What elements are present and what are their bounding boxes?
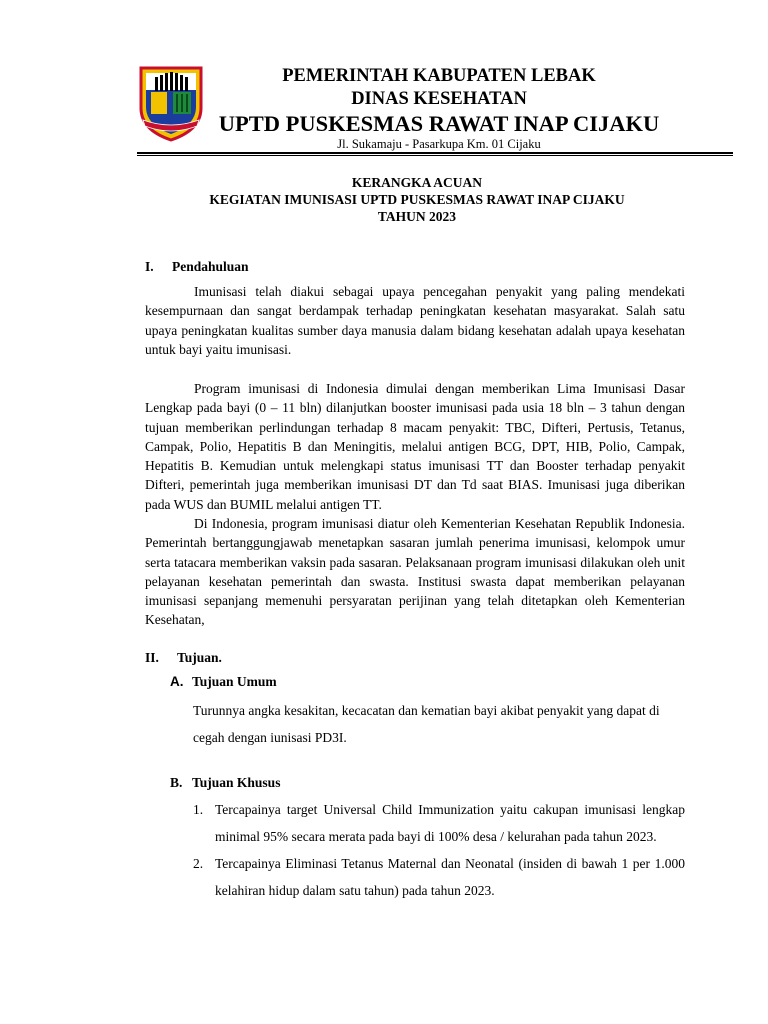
letterhead-rule-thin (137, 155, 733, 156)
list-item (193, 796, 685, 850)
document-title: KERANGKA ACUAN (351, 175, 483, 190)
document-subtitle: KEGIATAN IMUNISASI UPTD PUSKESMAS RAWAT INAP CIJAKU (209, 192, 625, 207)
list-item-number: 2. (193, 856, 204, 871)
list-item-number: 1. (193, 802, 204, 817)
subsection-a-letter: A. (170, 674, 184, 689)
intro-paragraph-2: Program imunisasi di Indonesia dimulai dengan memberikan Lima Imunisasi Dasar Lengkap pada bayi (0 – 11 bln) dilanjutkan booster imunisasi pada usia 18 bln – 3 tahun dengan tujuan memberikan perlindungan terhadap 8 macam penyakit: TBC, Difteri, Pertusis, Tetanus, Campak, Polio, Hepatitis B dan Meningitis, melalui antigen BCG, DPT, HIB, Polio, Campak, Hepatitis B. Kemudian untuk melengkapi status imunisasi TT dan Booster terhadap penyakit Difteri, pemerintah juga memberikan imunisasi DT dan Td saat BIAS. Imunisasi juga diberikan pada WUS dan BUMIL melalui antigen TT. (145, 381, 685, 512)
letterhead-rule-thick (137, 152, 733, 154)
section-1-number: I. (145, 259, 154, 274)
list-item-text: Tercapainya Eliminasi Tetanus Maternal dan Neonatal (insiden di bawah 1 per 1.000 kelahiran hidup dalam satu tahun) pada tahun 2023. (215, 856, 685, 898)
letterhead-institution: UPTD PUSKESMAS RAWAT INAP CIJAKU (218, 111, 660, 136)
document-year: TAHUN 2023 (377, 209, 457, 224)
subsection-b-heading: Tujuan Khusus (192, 775, 281, 790)
subsection-a (170, 674, 277, 690)
section-2-heading: Tujuan. (177, 650, 222, 665)
section-2-number: II. (145, 650, 159, 665)
section-1-heading: Pendahuluan (172, 259, 249, 274)
intro-paragraph-1: Imunisasi telah diakui sebagai upaya pencegahan penyakit yang paling mendekati kesempurnaan dan sangat berdampak terhadap peningkatan kesehatan masyarakat. Salah satu upaya peningkatan kualitas sumber daya manusia dalam bidang kesehatan adalah upaya kesehatan untuk bayi yaitu imunisasi. (145, 284, 685, 357)
letterhead-address: Jl. Sukamaju - Pasarkupa Km. 01 Cijaku (337, 137, 541, 151)
letterhead (0, 0, 768, 160)
subsection-b-letter: B. (170, 775, 183, 790)
list-item (193, 850, 685, 904)
intro-paragraph-3: Di Indonesia, program imunisasi diatur oleh Kementerian Kesehatan Republik Indonesia. Pemerintah bertanggungjawab menetapkan sasaran jumlah penerima imunisasi, kelompok umur serta tatacara memberikan vaksin pada sasaran. Pelaksanaan program imunisasi dilakukan oleh unit pelayanan kesehatan pemerintah dan swasta. Institusi swasta dapat memberikan pelayanan imunisasi sepanjang memenuhi persyaratan perijinan yang telah ditetapkan oleh Kementerian Kesehatan, (145, 516, 685, 628)
specific-objectives-list (193, 796, 685, 904)
subsection-b (170, 775, 280, 791)
subsection-a-heading: Tujuan Umum (192, 674, 277, 689)
letterhead-department: DINAS KESEHATAN (351, 89, 527, 109)
list-item-text: Tercapainya target Universal Child Immunization yaitu cakupan imunisasi lengkap minimal 95% secara merata pada bayi di 100% desa / kelurahan pada tahun 2023. (215, 802, 685, 844)
general-objective-text: Turunnya angka kesakitan, kecacatan dan kematian bayi akibat penyakit yang dapat di cegah dengan iunisasi PD3I. (193, 703, 660, 745)
letterhead-government: PEMERINTAH KABUPATEN LEBAK (282, 66, 596, 86)
